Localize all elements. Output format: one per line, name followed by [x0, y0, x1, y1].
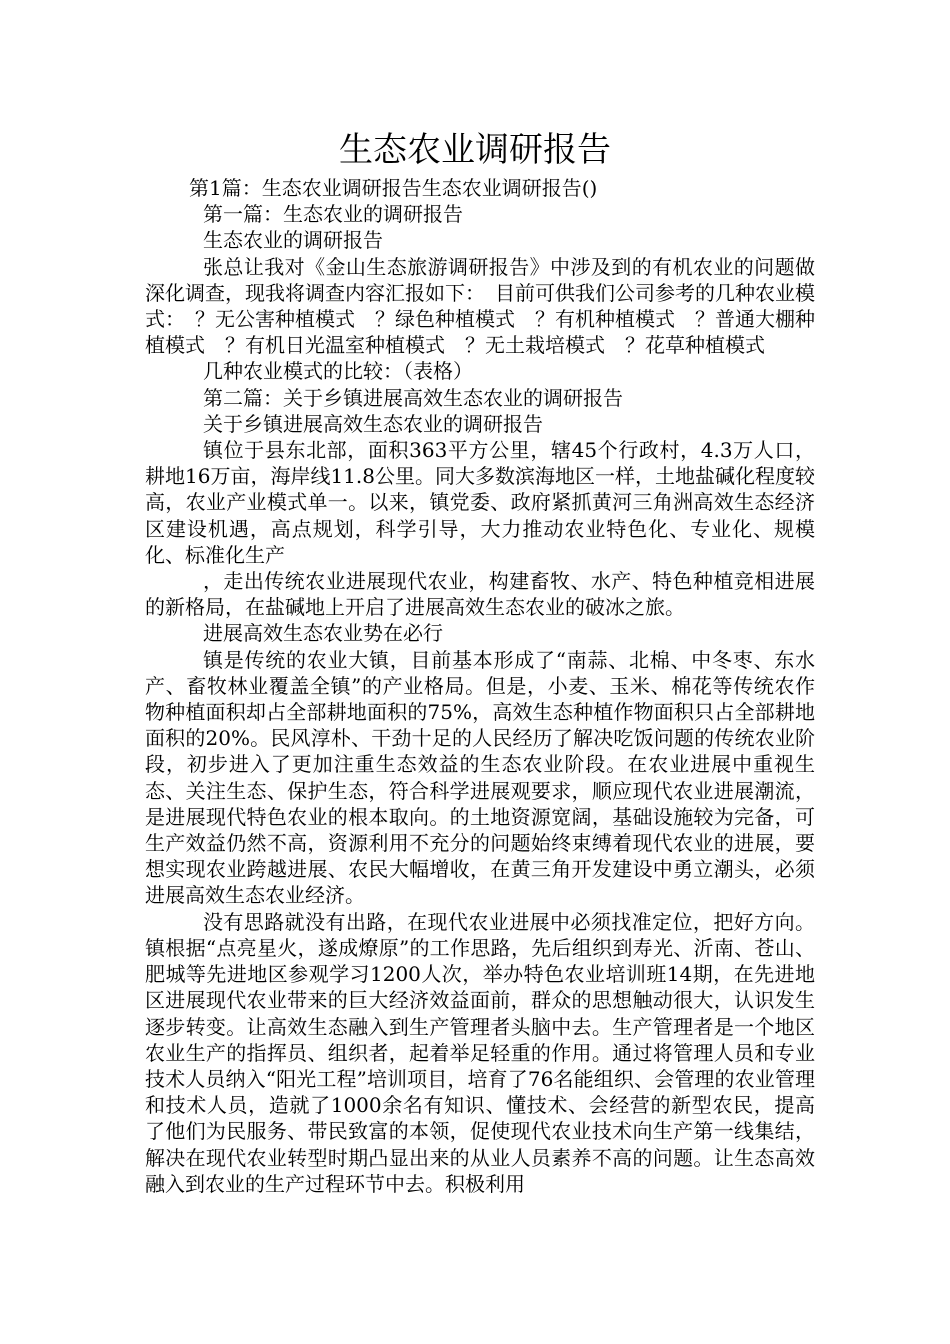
body-paragraph: 镇是传统的农业大镇，目前基本形成了“南蒜、北棉、中冬枣、东水产、畜牧林业覆盖全镇”的产业格局。但是，小麦、玉米、棉花等传统农作物种植面积却占全部耕地面积的75%，高效生态种植作物面积只占全部耕地面积的20%。民风淳朴、干劲十足的人民经历了解决吃饭问题的传统农业阶段，初步进入了更加注重生态效益的生态农业阶段。在农业进展中重视生态、关注生态、保护生态，符合科学进展观要求，顺应现代农业进展潮流，是进展现代特色农业的根本取向。的土地资源宽阔，基础设施较为完备，可生产效益仍然不高，资源利用不充分的问题始终束缚着现代农业的进展，要想实现农业跨越进展、农民大幅增收，在黄三角开发建设中勇立潮头，必须进展高效生态农业经济。: [145, 647, 815, 908]
section-subtitle-2: 关于乡镇进展高效生态农业的调研报告: [203, 411, 543, 436]
body-paragraph: 几种农业模式的比较：（表格）: [203, 359, 473, 384]
body-paragraph: 张总让我对《金山生态旅游调研报告》中涉及到的有机农业的问题做深化调查，现我将调查内容汇报如下： 目前可供我们公司参考的几种农业模式： ？无公害种植模式 ？绿色种植模式 ？有机种植模式 ？普通大棚种植模式 ？有机日光温室种植模式 ？无土栽培模式 ？花草种植模式: [145, 254, 815, 358]
section-subtitle-1: 生态农业的调研报告: [203, 228, 383, 253]
section-heading-2: 第一篇：生态农业的调研报告: [203, 202, 463, 227]
body-paragraph: 没有思路就没有出路，在现代农业进展中必须找准定位，把好方向。镇根据“点亮星火，遂成燎原”的工作思路，先后组织到寿光、沂南、苍山、肥城等先进地区参观学习1200人次，举办特色农业培训班14期，在先进地区进展现代农业带来的巨大经济效益面前，群众的思想触动很大，认识发生逐步转变。让高效生态融入到生产管理者头脑中去。生产管理者是一个地区农业生产的指挥员、组织者，起着举足轻重的作用。通过将管理人员和专业技术人员纳入“阳光工程”培训项目，培育了76名能组织、会管理的农业管理和技术人员，造就了1000余名有知识、懂技术、会经营的新型农民，提高了他们为民服务、带民致富的本领，促使现代农业技术向生产第一线集结，解决在现代农业转型时期凸显出来的从业人员素养不高的问题。让生态高效融入到农业的生产过程环节中去。积极利用: [145, 909, 815, 1196]
section-heading-3: 第二篇：关于乡镇进展高效生态农业的调研报告: [203, 385, 623, 410]
document-body: [145, 175, 815, 1197]
body-paragraph: 镇位于县东北部，面积363平方公里，辖45个行政村，4.3万人口，耕地16万亩，海岸线11.8公里。同大多数滨海地区一样，土地盐碱化程度较高，农业产业模式单一。以来，镇党委、政府紧抓黄河三角洲高效生态经济区建设机遇，高点规划，科学引导，大力推动农业特色化、专业化、规模化、标准化生产: [145, 438, 815, 567]
section-subtitle-3: 进展高效生态农业势在必行: [203, 621, 443, 646]
document-title: 生态农业调研报告: [339, 130, 611, 170]
body-paragraph: ，走出传统农业进展现代农业，构建畜牧、水产、特色种植竞相进展的新格局，在盐碱地上开启了进展高效生态农业的破冰之旅。: [145, 569, 815, 620]
section-heading-1: 第1篇：生态农业调研报告生态农业调研报告(): [189, 176, 598, 200]
